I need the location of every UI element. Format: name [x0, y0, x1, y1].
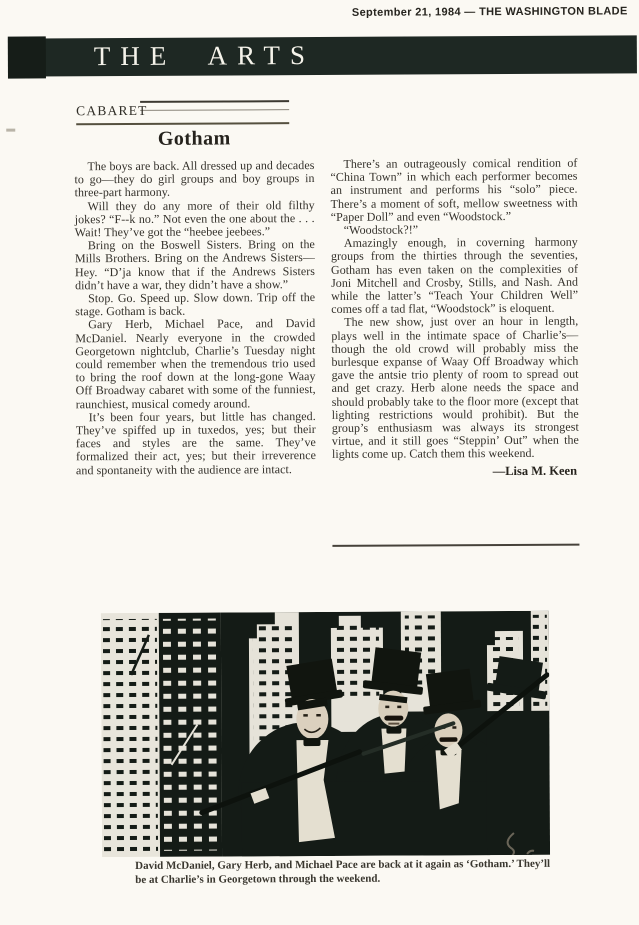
- paragraph: Gary Herb, Michael Pace, and David McDaniel. Nearly everyone in the crowded Georgetown nightclub, Charlie’s Tuesday night could remember when the tremendous trio used to bring the roof down at the long-gone Waay Off Broadway cabaret with some of the funniest, raunchiest, musical comedy around.: [75, 316, 316, 411]
- paragraph: The boys are back. All dressed up and decades to go—they do girl groups and boy groups in three-part harmony.: [74, 158, 315, 200]
- scan-speck: [6, 129, 15, 132]
- banner-end-cap: [8, 36, 46, 78]
- paragraph: Bring on the Boswell Sisters. Bring on the Mills Brothers. Bring on the Andrews Sisters—Hey. “D’ja know that if the Andrews Sisters didn’t have a war, they didn’t have a show.”: [74, 237, 316, 293]
- gotham-photo-illustration: [101, 611, 550, 857]
- banner-title: THE ARTS: [93, 40, 316, 72]
- paragraph: The new show, just over an hour in length, plays well in the intimate space of Charlie’s—though the old crowd will probably miss the burlesque expanse of Waay Off Broadway which gave the antsie trio plenty of room to spread out and get crazy. Herb alone needs the space and should probably take to the floor more (except that lighting restrictions would prohibit). But the group’s enthusiasm was always its strongest virtue, and it still goes “Steppin’ Out” when the lights come up. Catch them this weekend.: [331, 314, 579, 462]
- gotham-photo: [101, 611, 550, 857]
- article-end-rule: [332, 544, 579, 547]
- kicker-rule-top: [140, 100, 289, 103]
- paragraph: There’s an outrageously comical rendition of “China Town” in which each performer becomes an instrument and performs his “solo” piece. There’s a moment of soft, mellow sweetness with “Paper Doll” and even “Woodstock.”: [330, 155, 578, 224]
- photo-caption: David McDaniel, Gary Herb, and Michael Pace are back at it again as ‘Gotham.’ They’ll be at Charlie’s in Georgetown through the weekend.: [135, 857, 551, 886]
- kicker-rule-mid: [140, 109, 289, 111]
- paragraph: Will they do any more of their old filthy jokes? “F--k no.” Not even the one about the . . . Wait! They’ve got the “heebee jeebees.”: [74, 197, 315, 240]
- masthead-date: September 21, 1984 — THE WASHINGTON BLADE: [351, 5, 628, 19]
- article-left-column: [74, 159, 316, 477]
- paragraph: “Woodstock?!”: [343, 222, 419, 237]
- paragraph: Stop. Go. Speed up. Slow down. Trip off the stage. Gotham is back.: [75, 290, 316, 319]
- article-title: Gotham: [157, 127, 231, 150]
- article-right-column: [330, 157, 579, 480]
- paragraph: Amazingly enough, in coverning harmony groups from the thirties through the seventies, Gotham has even taken on the complexities of Joni Mitchell and Crosby, Stills, and Nash. And while the latter’s “Teach Your Children Well” comes off a tad flat, “Woodstock” is eloquent.: [330, 234, 579, 317]
- paragraph: It’s been four years, but little has changed. They’ve spiffed up in tuxedos, yes; but their faces and styles are the same. They’ve formalized their act, yes; but their irreverence and spontaneity with the audience are intact.: [75, 408, 316, 477]
- kicker-rule-bottom: [76, 122, 289, 125]
- arts-banner: [10, 35, 637, 76]
- byline: —Lisa M. Keen: [492, 463, 578, 478]
- kicker-label: CABARET: [76, 102, 148, 119]
- photo-tone-overlay: [101, 611, 550, 857]
- section-kicker: [76, 98, 289, 127]
